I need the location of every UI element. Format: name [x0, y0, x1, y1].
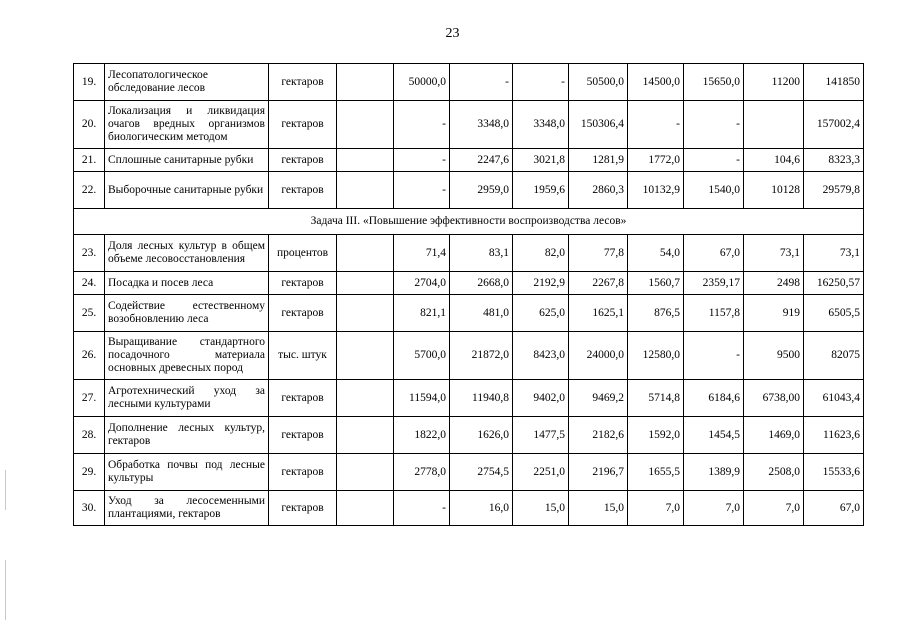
row-value: 2359,17: [684, 272, 744, 295]
row-indicator-name: Выращивание стандартного посадочного материала основных древесных пород: [105, 332, 269, 380]
row-value: 7,0: [744, 491, 804, 526]
row-number: 22.: [74, 172, 105, 209]
row-value: -: [684, 149, 744, 172]
table-row: [74, 149, 864, 172]
row-value-blank: [337, 417, 394, 454]
table-body-section: [74, 209, 864, 235]
row-value: 29579,8: [804, 172, 864, 209]
row-value: 2704,0: [394, 272, 450, 295]
row-value: 2247,6: [450, 149, 513, 172]
row-indicator-name: Сплошные санитарные рубки: [105, 149, 269, 172]
row-indicator-name: Выборочные санитарные рубки: [105, 172, 269, 209]
row-value: 11594,0: [394, 380, 450, 417]
section-task-title: Задача III. «Повышение эффективности воспроизводства лесов»: [74, 209, 864, 235]
row-unit: тыс. штук: [269, 332, 337, 380]
row-value: 2192,9: [513, 272, 569, 295]
row-value: 8423,0: [513, 332, 569, 380]
row-unit: гектаров: [269, 172, 337, 209]
table-row: [74, 295, 864, 332]
table-body-before: [74, 64, 864, 209]
row-value-blank: [337, 64, 394, 101]
row-value: 1772,0: [628, 149, 684, 172]
row-value: 73,1: [744, 235, 804, 272]
row-value: 11940,8: [450, 380, 513, 417]
row-value: 67,0: [804, 491, 864, 526]
row-value: 2860,3: [569, 172, 628, 209]
table-row: [74, 491, 864, 526]
row-value: -: [684, 101, 744, 149]
row-value: 50000,0: [394, 64, 450, 101]
row-value: 821,1: [394, 295, 450, 332]
row-indicator-name: Уход за лесосеменными плантациями, гектаров: [105, 491, 269, 526]
row-value-blank: [337, 101, 394, 149]
row-value: 2508,0: [744, 454, 804, 491]
table-row: [74, 64, 864, 101]
row-value: 11200: [744, 64, 804, 101]
row-value: -: [394, 172, 450, 209]
row-indicator-name: Посадка и посев леса: [105, 272, 269, 295]
row-number: 23.: [74, 235, 105, 272]
row-value: 3348,0: [513, 101, 569, 149]
table-row: [74, 417, 864, 454]
row-value: 7,0: [684, 491, 744, 526]
row-value: 21872,0: [450, 332, 513, 380]
row-unit: гектаров: [269, 491, 337, 526]
row-value: 2251,0: [513, 454, 569, 491]
row-value: 1959,6: [513, 172, 569, 209]
row-indicator-name: Локализация и ликвидация очагов вредных организмов биологическим методом: [105, 101, 269, 149]
row-unit: гектаров: [269, 272, 337, 295]
row-value: 1281,9: [569, 149, 628, 172]
row-value: 1157,8: [684, 295, 744, 332]
row-value: -: [450, 64, 513, 101]
row-value: 10132,9: [628, 172, 684, 209]
table-body-after: [74, 235, 864, 526]
row-number: 20.: [74, 101, 105, 149]
table-row: [74, 380, 864, 417]
row-value: 2754,5: [450, 454, 513, 491]
row-value: 82075: [804, 332, 864, 380]
row-value: 14500,0: [628, 64, 684, 101]
row-number: 29.: [74, 454, 105, 491]
row-value: 2182,6: [569, 417, 628, 454]
row-value: 141850: [804, 64, 864, 101]
row-unit: гектаров: [269, 295, 337, 332]
row-number: 25.: [74, 295, 105, 332]
row-value-blank: [337, 491, 394, 526]
row-value-blank: [337, 272, 394, 295]
row-value: 1592,0: [628, 417, 684, 454]
row-value: 1655,5: [628, 454, 684, 491]
row-value: 5700,0: [394, 332, 450, 380]
row-value: 1540,0: [684, 172, 744, 209]
row-number: 26.: [74, 332, 105, 380]
row-number: 19.: [74, 64, 105, 101]
row-value: 8323,3: [804, 149, 864, 172]
row-value: 73,1: [804, 235, 864, 272]
row-value: 11623,6: [804, 417, 864, 454]
table-row: [74, 454, 864, 491]
row-value: -: [394, 101, 450, 149]
row-value: 919: [744, 295, 804, 332]
row-value-blank: [337, 149, 394, 172]
row-value: 2959,0: [450, 172, 513, 209]
row-number: 24.: [74, 272, 105, 295]
row-value: 67,0: [684, 235, 744, 272]
row-value-blank: [337, 380, 394, 417]
section-row: [74, 209, 864, 235]
row-number: 27.: [74, 380, 105, 417]
row-value: 157002,4: [804, 101, 864, 149]
row-value: 10128: [744, 172, 804, 209]
row-indicator-name: Доля лесных культур в общем объеме лесовосстановления: [105, 235, 269, 272]
table-row: [74, 272, 864, 295]
row-number: 30.: [74, 491, 105, 526]
row-indicator-name: Агротехнический уход за лесными культурами: [105, 380, 269, 417]
row-value: 71,4: [394, 235, 450, 272]
row-value: 24000,0: [569, 332, 628, 380]
row-value: 7,0: [628, 491, 684, 526]
table-row: [74, 172, 864, 209]
row-indicator-name: Обработка почвы под лесные культуры: [105, 454, 269, 491]
row-value: 9469,2: [569, 380, 628, 417]
row-value: 50500,0: [569, 64, 628, 101]
row-value: 15650,0: [684, 64, 744, 101]
row-number: 21.: [74, 149, 105, 172]
row-value: 61043,4: [804, 380, 864, 417]
row-value: [744, 101, 804, 149]
row-value: -: [684, 332, 744, 380]
row-value: 1469,0: [744, 417, 804, 454]
row-unit: гектаров: [269, 417, 337, 454]
row-value: 12580,0: [628, 332, 684, 380]
scan-edge-mark: [5, 470, 6, 510]
row-value: 1454,5: [684, 417, 744, 454]
row-value: 150306,4: [569, 101, 628, 149]
table-row: [74, 101, 864, 149]
row-unit: гектаров: [269, 64, 337, 101]
row-value: 15,0: [569, 491, 628, 526]
row-value: 1477,5: [513, 417, 569, 454]
row-value: 83,1: [450, 235, 513, 272]
row-value: 481,0: [450, 295, 513, 332]
row-value: 104,6: [744, 149, 804, 172]
row-value-blank: [337, 332, 394, 380]
row-value: -: [628, 101, 684, 149]
row-unit: гектаров: [269, 454, 337, 491]
row-value: 2267,8: [569, 272, 628, 295]
row-value: 3348,0: [450, 101, 513, 149]
row-indicator-name: Лесопатологическое обследование лесов: [105, 64, 269, 101]
page-number: 23: [445, 26, 460, 41]
row-value: -: [394, 149, 450, 172]
row-unit: процентов: [269, 235, 337, 272]
scan-edge-mark: [5, 560, 6, 620]
row-value: 2196,7: [569, 454, 628, 491]
row-value: 9500: [744, 332, 804, 380]
row-value: 54,0: [628, 235, 684, 272]
indicators-table: [73, 63, 864, 526]
row-number: 28.: [74, 417, 105, 454]
row-value: 16,0: [450, 491, 513, 526]
row-value: 1822,0: [394, 417, 450, 454]
row-value: 625,0: [513, 295, 569, 332]
row-unit: гектаров: [269, 149, 337, 172]
row-value-blank: [337, 235, 394, 272]
row-indicator-name: Дополнение лесных культур, гектаров: [105, 417, 269, 454]
row-value: 82,0: [513, 235, 569, 272]
row-value: 3021,8: [513, 149, 569, 172]
table-row: [74, 235, 864, 272]
row-value: 5714,8: [628, 380, 684, 417]
row-value: 2778,0: [394, 454, 450, 491]
row-unit: гектаров: [269, 380, 337, 417]
row-value-blank: [337, 295, 394, 332]
row-value: 2498: [744, 272, 804, 295]
row-value: -: [394, 491, 450, 526]
row-value: 1389,9: [684, 454, 744, 491]
row-value: -: [513, 64, 569, 101]
row-value: 1625,1: [569, 295, 628, 332]
row-value: 1626,0: [450, 417, 513, 454]
row-value: 6505,5: [804, 295, 864, 332]
row-value: 6738,00: [744, 380, 804, 417]
row-value: 6184,6: [684, 380, 744, 417]
row-value-blank: [337, 454, 394, 491]
row-value: 876,5: [628, 295, 684, 332]
row-value: 2668,0: [450, 272, 513, 295]
row-indicator-name: Содействие естественному возобновлению леса: [105, 295, 269, 332]
row-value: 1560,7: [628, 272, 684, 295]
table-row: [74, 332, 864, 380]
row-value: 15533,6: [804, 454, 864, 491]
row-unit: гектаров: [269, 101, 337, 149]
row-value: 9402,0: [513, 380, 569, 417]
row-value: 16250,57: [804, 272, 864, 295]
row-value: 15,0: [513, 491, 569, 526]
row-value: 77,8: [569, 235, 628, 272]
row-value-blank: [337, 172, 394, 209]
